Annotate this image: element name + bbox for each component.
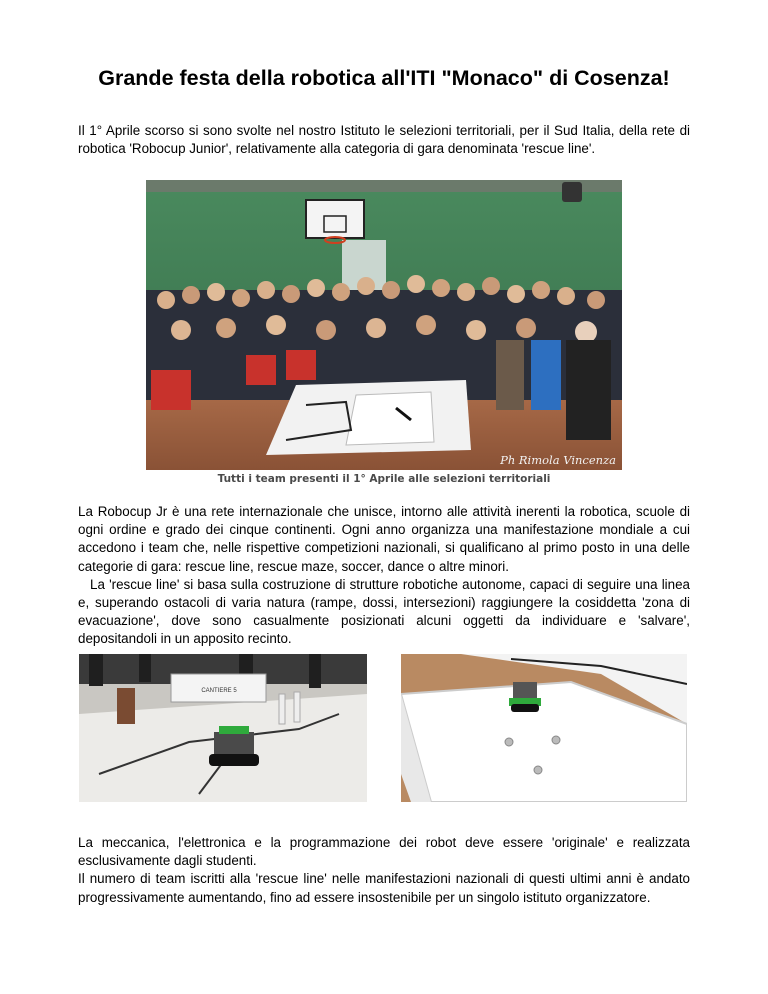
paragraph-robocup: La Robocup Jr è una rete internazionale che unisce, intorno alle attività inerenti la robotica, scuole di ogni ordine e grado dei cinque continenti. Ogni anno organizza una manifestazione mondiale a cui accedono i team che, nelle rispettive competizioni nazionali, si qualificano al primo posto in una delle categorie di gara: rescue line, rescue maze, soccer, dance o altre minori. bbox=[78, 504, 690, 574]
intro-text: Il 1° Aprile scorso si sono svolte nel nostro Istituto le selezioni territoriali, per il Sud Italia, della rete di robotica 'Robocup Junior', relativamente alla categoria di gara denominata 'rescue line'. bbox=[78, 123, 690, 157]
robot-icon bbox=[209, 726, 259, 766]
group-photo bbox=[146, 180, 622, 470]
robot-icon bbox=[509, 682, 541, 712]
body-section-2 bbox=[78, 834, 690, 907]
robot-photo-right bbox=[401, 654, 687, 802]
photo-caption: Tutti i team presenti il 1° Aprile alle selezioni territoriali bbox=[217, 473, 551, 485]
intro-paragraph bbox=[78, 122, 690, 158]
body-section-1 bbox=[78, 503, 690, 649]
robot-photo-left bbox=[79, 654, 367, 802]
arena-sign: CANTIERE 5 bbox=[201, 688, 237, 694]
page-title: Grande festa della robotica all'ITI "Monaco" di Cosenza! bbox=[98, 66, 670, 90]
photo-credit: Ph Rimola Vincenza bbox=[500, 453, 616, 467]
paragraph-originality: La meccanica, l'elettronica e la programmazione dei robot deve essere 'originale' e realizzata esclusivamente dagli studenti. bbox=[78, 835, 690, 869]
paragraph-rescue-line: La 'rescue line' si basa sulla costruzione di strutture robotiche autonome, capaci di seguire una linea e, superando ostacoli di varia natura (rampe, dossi, intersezioni) raggiungere la cosiddetta 'zona di evacuazione', dove sono casualmente posizionati alcuni oggetti da individuare e 'salvare', depositandoli in un apposito recinto. bbox=[78, 576, 690, 647]
paragraph-growth: Il numero di team iscritti alla 'rescue line' nelle manifestazioni nazionali di questi ultimi anni è andato progressivamente aumentando, fino ad essere insostenibile per un singolo istituto organizzatore. bbox=[78, 871, 690, 905]
